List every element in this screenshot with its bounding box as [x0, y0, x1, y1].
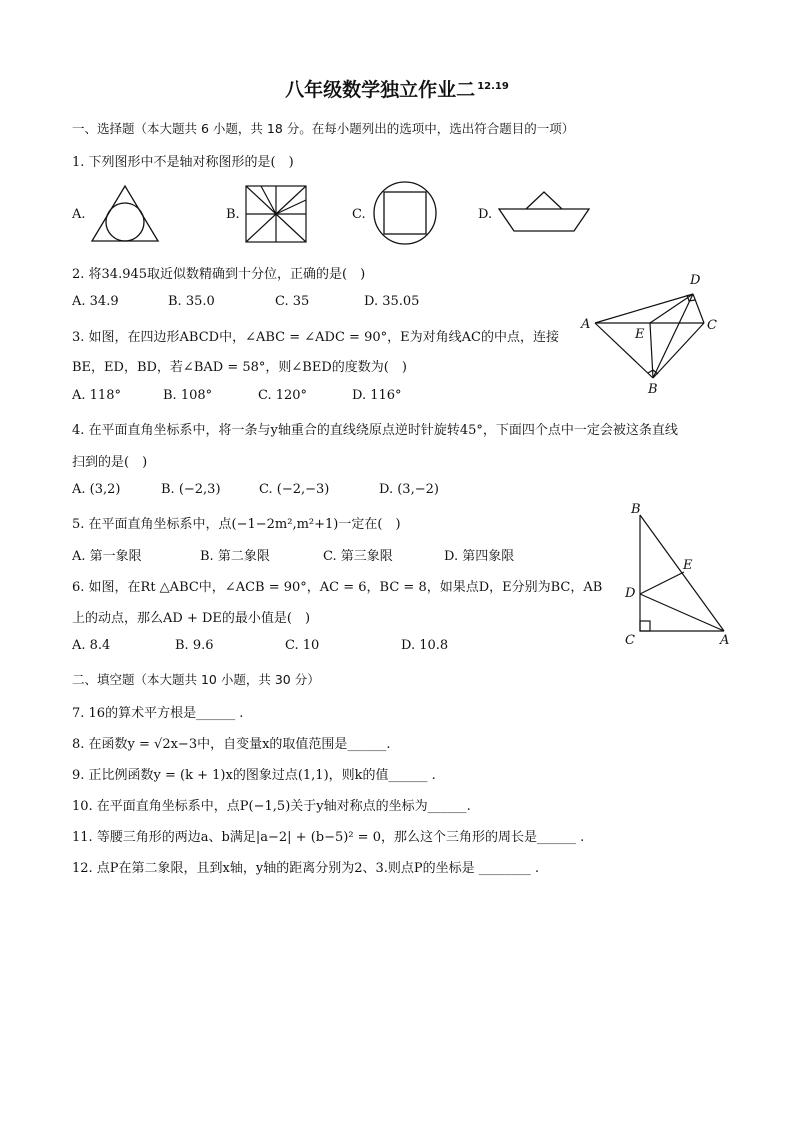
q6-right-triangle-figure	[618, 498, 738, 650]
q2-option-d: D. 35.05	[364, 294, 420, 309]
q3-label-a: A	[581, 317, 591, 332]
q3-label-c: C	[707, 318, 717, 333]
title-text: 八年级数学独立作业二	[285, 79, 476, 101]
q4-stem-line1: 4. 在平面直角坐标系中，将一条与y轴重合的直线绕原点逆时针旋转45°，下面四个点中一定会被这条直线	[72, 423, 678, 438]
q11-stem: 11. 等腰三角形的两边a、b满足|a−2| + (b−5)² = 0，那么这个三角形的周长是______ .	[72, 830, 585, 845]
q5-option-a: A. 第一象限	[72, 549, 142, 564]
q8-stem: 8. 在函数y = √2x−3中，自变量x的取值范围是______.	[72, 737, 391, 752]
q1-option-d: D.	[478, 207, 493, 222]
q3-option-a: A. 118°	[72, 388, 121, 403]
q5-option-c: C. 第三象限	[323, 549, 393, 564]
q6-stem-line2: 上的动点，那么AD + DE的最小值是( )	[72, 611, 311, 626]
q6-label-d: D	[625, 586, 636, 601]
q9-stem: 9. 正比例函数y = (k + 1)x的图象过点(1,1)，则k的值______ .	[72, 768, 436, 783]
q3-label-b: B	[648, 382, 658, 397]
q5-option-d: D. 第四象限	[444, 549, 515, 564]
q7-stem: 7. 16的算术平方根是______ .	[72, 706, 244, 721]
q6-label-e: E	[683, 558, 693, 573]
q6-label-b: B	[631, 502, 641, 517]
q4-option-a: A. (3,2)	[72, 482, 121, 497]
q6-label-c: C	[625, 633, 635, 648]
q6-option-c: C. 10	[285, 638, 320, 653]
q3-quadrilateral-figure	[575, 270, 725, 398]
section-1-heading: 一、选择题（本大题共 6 小题，共 18 分。在每小题列出的选项中，选出符合题目的一项）	[72, 121, 575, 136]
q1-option-c: C.	[352, 207, 366, 222]
q6-option-d: D. 10.8	[401, 638, 449, 653]
q6-option-b: B. 9.6	[175, 638, 214, 653]
q2-option-c: C. 35	[275, 294, 310, 309]
q6-option-a: A. 8.4	[72, 638, 111, 653]
q12-stem: 12. 点P在第二象限，且到x轴，y轴的距离分别为2、3.则点P的坐标是 ________ .	[72, 861, 540, 876]
q3-label-d: D	[690, 273, 701, 288]
q4-option-d: D. (3,−2)	[379, 482, 439, 497]
q5-option-b: B. 第二象限	[200, 549, 270, 564]
section-2-heading: 二、填空题（本大题共 10 小题，共 30 分）	[72, 672, 320, 687]
q4-option-c: C. (−2,−3)	[259, 482, 330, 497]
q1-figure-a-triangle-circle	[88, 183, 162, 245]
q1-figure-d-paper-boat	[496, 189, 592, 233]
q3-option-d: D. 116°	[352, 388, 402, 403]
q6-stem-line1: 6. 如图，在Rt △ABC中，∠ACB = 90°，AC = 6，BC = 8，如果点D，E分别为BC，AB	[72, 580, 603, 595]
q6-label-a: A	[720, 633, 730, 648]
q4-option-b: B. (−2,3)	[161, 482, 221, 497]
q1-stem: 1. 下列图形中不是轴对称图形的是( )	[72, 155, 294, 170]
q1-option-b: B.	[226, 207, 240, 222]
q1-figure-b-pinwheel	[244, 184, 308, 244]
q3-option-b: B. 108°	[163, 388, 213, 403]
q1-option-a: A.	[72, 207, 86, 222]
title-date: 12.19	[477, 80, 509, 92]
q1-figure-c-square-in-circle	[372, 180, 438, 246]
q3-stem-line1: 3. 如图，在四边形ABCD中，∠ABC = ∠ADC = 90°，E为对角线AC的中点，连接	[72, 330, 559, 345]
q10-stem: 10. 在平面直角坐标系中，点P(−1,5)关于y轴对称点的坐标为______.	[72, 799, 471, 814]
q3-stem-line2: BE，ED，BD，若∠BAD = 58°，则∠BED的度数为( )	[72, 360, 407, 375]
page-title	[0, 75, 794, 102]
q5-stem: 5. 在平面直角坐标系中，点(−1−2m²,m²+1)一定在( )	[72, 517, 401, 532]
q3-label-e: E	[635, 327, 645, 342]
q2-stem: 2. 将34.945取近似数精确到十分位，正确的是( )	[72, 267, 366, 282]
q3-option-c: C. 120°	[258, 388, 308, 403]
q2-option-b: B. 35.0	[168, 294, 215, 309]
q4-stem-line2: 扫到的是( )	[72, 455, 148, 470]
q2-option-a: A. 34.9	[72, 294, 119, 309]
